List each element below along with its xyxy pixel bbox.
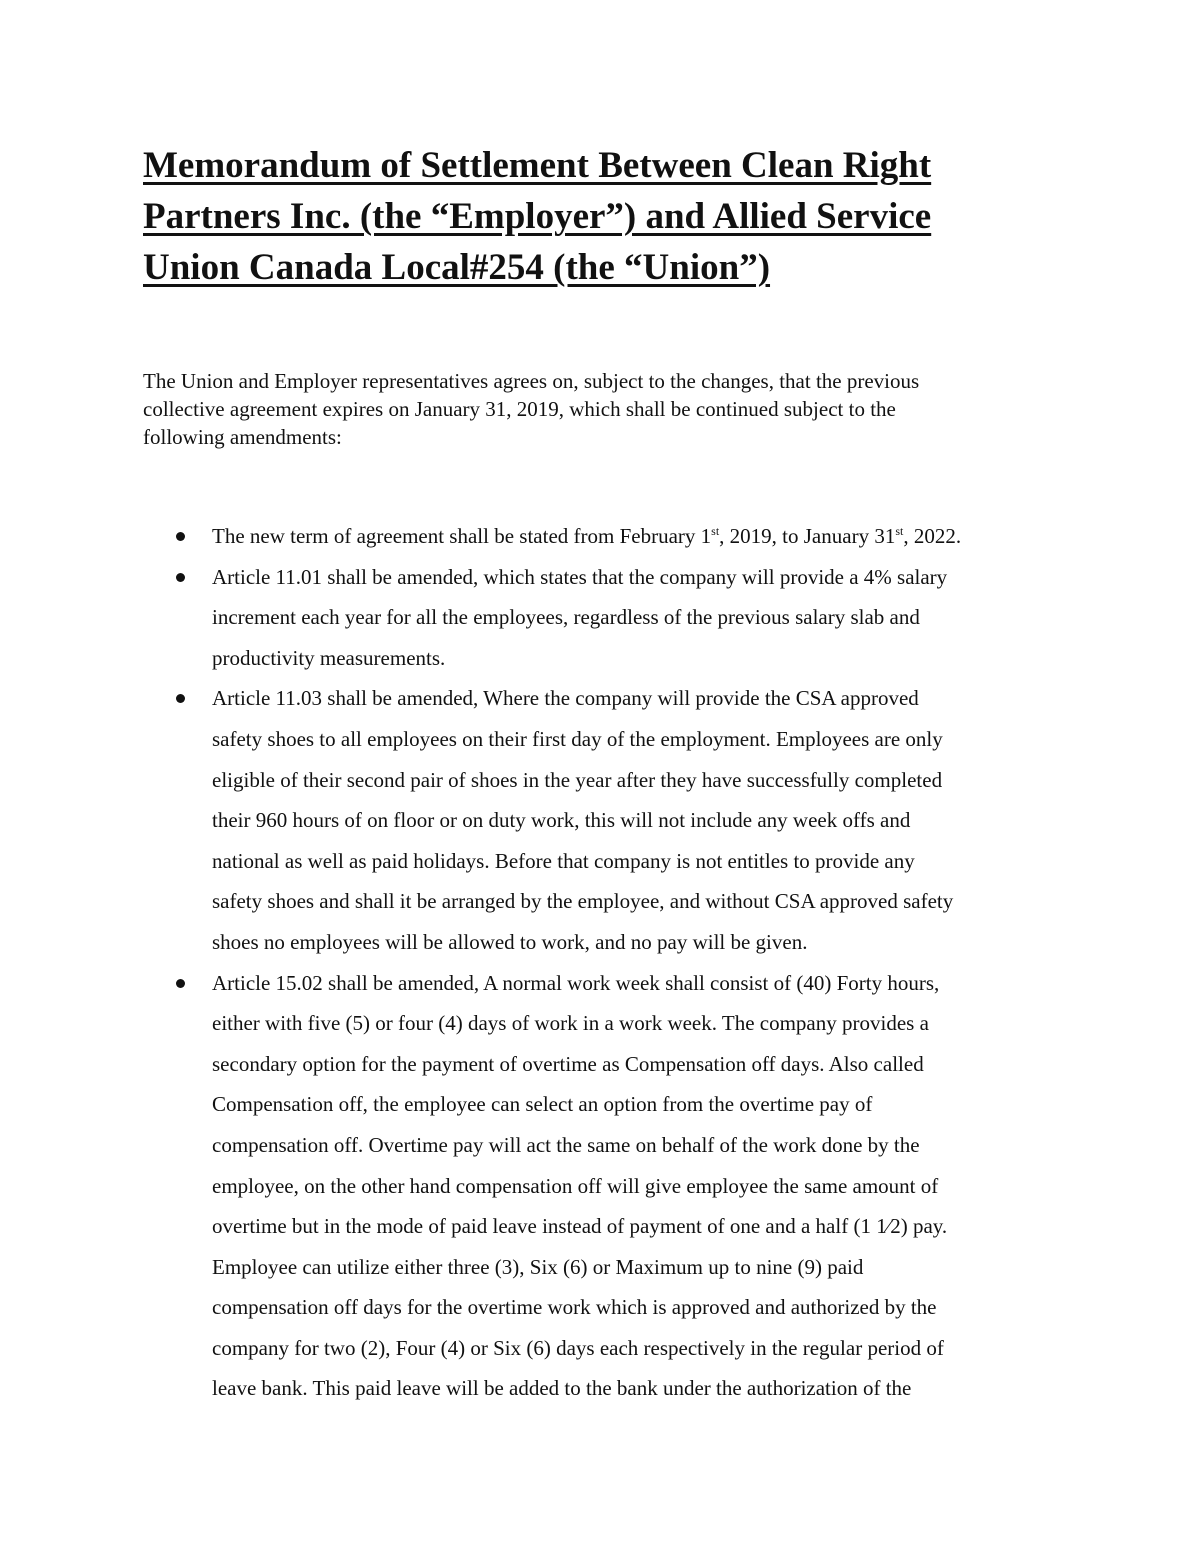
document-title	[143, 140, 1043, 293]
amendments-list	[143, 516, 1083, 1409]
amendment-line: safety shoes to all employees on their first day of the employment. Employees are only	[212, 726, 943, 751]
term-text-end: , 2022.	[903, 524, 962, 548]
intro-line: The Union and Employer representatives agrees on, subject to the changes, that the previous	[143, 369, 920, 393]
ordinal-suffix: st	[711, 524, 720, 538]
amendment-line: secondary option for the payment of overtime as Compensation off days. Also called	[212, 1051, 924, 1076]
amendment-line: Article 11.03 shall be amended, Where the company will provide the CSA approved	[212, 686, 919, 711]
bullet-icon	[176, 694, 185, 703]
amendment-line: Employee can utilize either three (3), Six (6) or Maximum up to nine (9) paid	[212, 1254, 864, 1279]
title-line: Memorandum of Settlement Between Clean Right	[143, 145, 932, 186]
amendment-article-11-03	[143, 678, 1083, 962]
term-text-middle: , 2019, to January 31	[719, 524, 896, 548]
amendment-line: company for two (2), Four (4) or Six (6) days each respectively in the regular period of	[212, 1335, 944, 1360]
amendment-line: productivity measurements.	[212, 645, 446, 670]
intro-line: collective agreement expires on January 31, 2019, which shall be continued subject to the	[143, 397, 896, 421]
amendment-term	[143, 516, 1083, 557]
amendment-line	[212, 516, 1083, 557]
term-text-start: The new term of agreement shall be stated from February 1	[212, 524, 712, 548]
amendment-line: overtime but in the mode of paid leave instead of payment of one and a half (1 1⁄2) pay.	[212, 1214, 948, 1239]
title-line: Partners Inc. (the “Employer”) and Allied Service	[143, 196, 932, 237]
bullet-icon	[176, 573, 185, 582]
amendment-line: compensation off days for the overtime work which is approved and authorized by the	[212, 1295, 937, 1320]
amendment-line: Article 15.02 shall be amended, A normal work week shall consist of (40) Forty hours,	[212, 970, 940, 995]
amendment-line: Article 11.01 shall be amended, which states that the company will provide a 4% salary	[212, 564, 948, 589]
amendment-line: national as well as paid holidays. Before that company is not entitles to provide any	[212, 848, 915, 873]
bullet-icon	[176, 532, 185, 541]
amendment-line: eligible of their second pair of shoes in the year after they have successfully completed	[212, 767, 943, 792]
amendment-line: compensation off. Overtime pay will act the same on behalf of the work done by the	[212, 1132, 920, 1157]
amendment-line: employee, on the other hand compensation off will give employee the same amount of	[212, 1173, 939, 1198]
ordinal-suffix: st	[895, 524, 904, 538]
amendment-line: safety shoes and shall it be arranged by the employee, and without CSA approved safety	[212, 889, 954, 914]
amendment-article-15-02	[143, 963, 1083, 1410]
amendment-line: increment each year for all the employees, regardless of the previous salary slab and	[212, 605, 920, 630]
intro-paragraph	[143, 367, 1043, 451]
amendment-line: their 960 hours of on floor or on duty work, this will not include any week offs and	[212, 808, 911, 833]
amendment-article-11-01	[143, 557, 1083, 679]
intro-line: following amendments:	[143, 425, 342, 449]
amendment-line: shoes no employees will be allowed to work, and no pay will be given.	[212, 929, 808, 954]
title-line: Union Canada Local#254 (the “Union”)	[143, 247, 771, 288]
amendment-line: either with five (5) or four (4) days of work in a work week. The company provides a	[212, 1011, 929, 1036]
amendment-line: leave bank. This paid leave will be added to the bank under the authorization of the	[212, 1376, 912, 1401]
amendment-line: Compensation off, the employee can select an option from the overtime pay of	[212, 1092, 873, 1117]
bullet-icon	[176, 979, 185, 988]
